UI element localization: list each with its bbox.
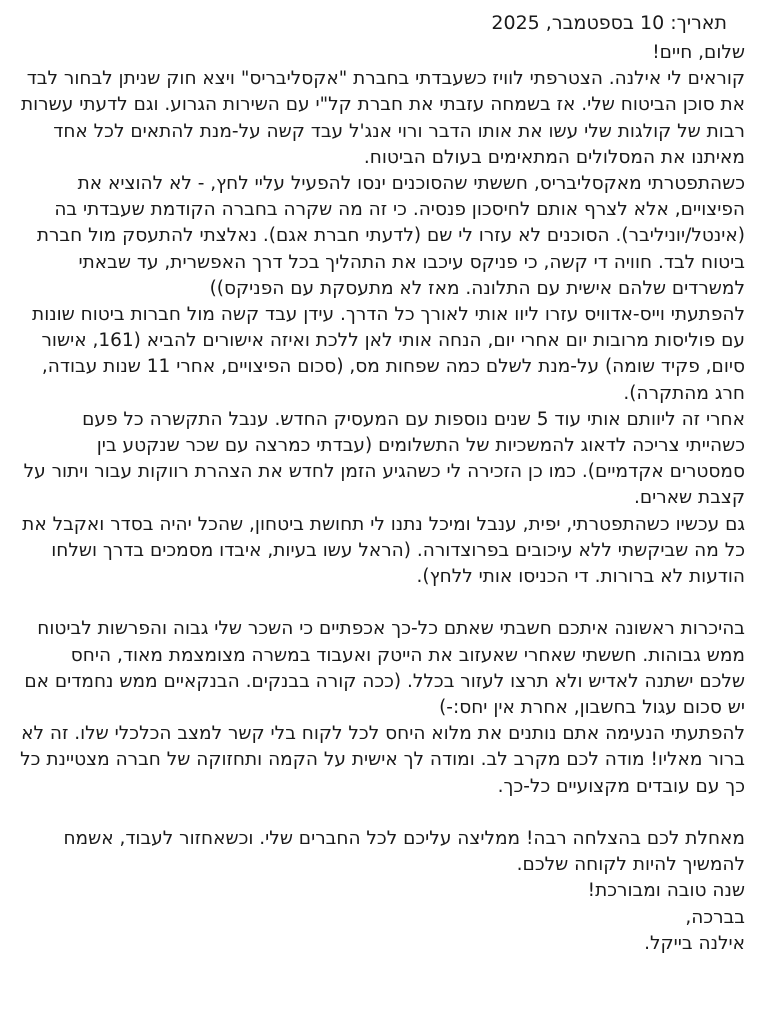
paragraph-pleasant-surprise: להפתעתי הנעימה אתם נותנים את מלוא היחס לכל לקוח בלי קשר למצב הכלכלי שלו. זה לא ברור מאליו! מודה לכם מקרב לב. ומודה לך אישית על הקמה ותחזוקה של חברה מצטיינת כל כך עם עובדים מקצועיים כל-כך. <box>20 723 745 797</box>
paragraph-first-impression: בהיכרות ראשונה איתכם חשבתי שאתם כל-כך אכפתיים כי השכר שלי גבוה והפרשות לביטוח ממש גבוהות. חששתי שאחרי שאעזוב את הייטק ואעבוד במשרה מצומצמת מאוד, היחס שלכם ישתנה לאדיש ולא תרצו לעזור בכלל. (ככה קורה בבנקים. הבנקאיים ממש נחמדים אם יש סכום עגול בחשבון, אחרת אין יחס:-) <box>24 618 745 719</box>
paragraph-spacer <box>20 800 745 826</box>
paragraph-resignation-concern: כשהתפטרתי מאקסליבריס, חששתי שהסוכנים ינסו להפעיל עליי לחץ, - לא להוציא את הפיצויים, אלא לצרף אותם לחיסכון פנסיה. כי זה מה שקרה בחברה הקודמת שעבדתי בה (אינטל/יוניליבר). הסוכנים לא עזרו לי שם (לדעתי חברת אגם). נאלצתי להתעסק מול חברת ביטוח לבד. חוויה די קשה, כי פניקס עיכבו את התהליך בכל דרך האפשרית, עד שבאתי למשרדים שלהם אישית עם התלונה. מאז לא מתעסקת עם הפניקס)) <box>36 173 745 299</box>
greeting: שלום, חיים! <box>652 42 745 63</box>
paragraph-wishes: מאחלת לכם בהצלחה רבה! ממליצה עליכם לכל החברים שלי. וכשאחזור לעבוד, אשמח להמשיך להיות לקוחה שלכם. <box>63 828 745 876</box>
signature: אילנה בייקל. <box>644 932 745 954</box>
paragraph-new-employer: אחרי זה ליוותם אותי עוד 5 שנים נוספות עם המעסיק החדש. ענבל התקשרה כל פעם כשהייתי צריכה לדאוג להמשכיות של התשלומים (עבדתי כמרצה עם שכר שנקטע בין סמסטרים אקדמיים). כמו כן הזכירה לי כשהגיע הזמן לחדש את הצהרת רווקות עבור ויתור על קצבת שארים. <box>23 408 745 509</box>
paragraph-weiss-advice-help: להפתעתי וייס-אדוויס עזרו ליוו אותי לאורך כל הדרך. עידן עבד קשה מול חברות ביטוח שונות עם פוליסות מרובות יום אחרי יום, הנחה אותי לאן ללכת ואיזה אישורים להביא (161, אישור סיום, פקיד שומה) על-מנת לשלם כמה שפחות מס, (סכום הפיצויים, אחרי 11 שנות עבודה, חרג מהתקרה). <box>32 304 745 404</box>
new-year-wish: שנה טובה ומבורכת! <box>587 880 745 902</box>
paragraph-intro: קוראים לי אילנה. הצטרפתי לוויז כשעבדתי בחברת "אקסליבריס" ויצא חוק שניתן לבחור לבד את סוכן הביטוח שלי. אז בשמחה עזבתי את חברת קל"י עם השירות הגרוע. וגם לדעתי עשרות רבות של קולגות שלי עשו את אותו הדבר ורוי אנג'ל עבד קשה על-מנת להתאים לכל אחד מאיתנו את המסלולים המתאימים בעולם הביטוח. <box>20 68 745 168</box>
letter-body <box>20 40 745 957</box>
letter-date: תאריך: 10 בספטמבר, 2025 <box>491 12 727 34</box>
paragraph-spacer <box>20 590 745 616</box>
closing: בברכה, <box>685 906 745 928</box>
paragraph-current-resignation: גם עכשיו כשהתפטרתי, יפית, ענבל ומיכל נתנו לי תחושת ביטחון, שהכל יהיה בסדר ואקבל את כל מה שביקשתי ללא עיכובים בפרוצדורה. (הראל עשו בעיות, איבדו מסמכים בדרך ושלחו הודעות לא ברורות. די הכניסו אותי ללחץ). <box>22 513 745 588</box>
